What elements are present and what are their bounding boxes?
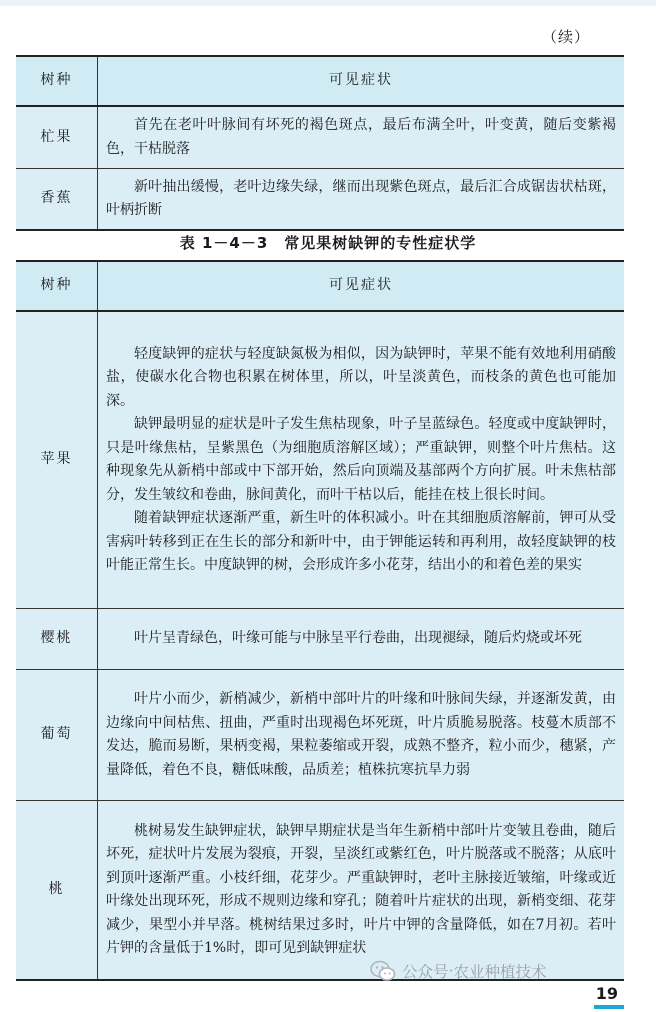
symptom-paragraph: 桃树易发生缺钾症状，缺钾早期症状是当年生新梢中部叶片变皱且卷曲，随后坏死，症状叶片发展为裂痕，开裂，呈淡红或紫红色，叶片脱落或不脱落；从底叶到顶叶逐渐严重。小枝纤细，花芽少。严重缺钾时，老叶主脉接近皱缩，叶缘或近叶缘处出现环死，形成不规则边缘和穿孔；随着叶片症状的出现，新梢变细、花芽减少，果型小并早落。桃树结果过多时，叶片中钾的含量降低，如在7月初。若叶片钾的含量低于1%时，即可见到缺钾症状 [106, 822, 616, 956]
watermark-label: 公众号 [402, 963, 449, 981]
symptom-cell [98, 801, 625, 981]
wechat-icon [370, 960, 396, 982]
species-cell: 香蕉 [16, 169, 98, 231]
symptom-paragraph: 首先在老叶叶脉间有坏死的褐色斑点，最后布满全叶，叶变黄，随后变紫褐色，干枯脱落 [106, 117, 616, 157]
header-species: 树种 [16, 56, 98, 106]
header-species: 树种 [16, 261, 98, 311]
header-symptoms: 可见症状 [98, 261, 625, 311]
symptom-paragraph: 新叶抽出缓慢，老叶边缘失绿，继而出现紫色斑点，最后汇合成锯齿状枯斑，叶柄折断 [106, 178, 616, 218]
species-cell: 杧果 [16, 106, 98, 169]
continued-label: （续） [541, 28, 590, 46]
table-row [16, 106, 624, 169]
page-top-strip [0, 0, 656, 6]
symptom-cell [98, 609, 625, 670]
table-continued [16, 55, 624, 231]
table-row [16, 801, 624, 981]
watermark-separator: · [448, 962, 454, 980]
species-cell: 葡萄 [16, 670, 98, 801]
table-header-row [16, 56, 624, 106]
page-number-bar [594, 1005, 624, 1009]
header-symptoms: 可见症状 [98, 56, 625, 106]
table-potassium-deficiency [16, 260, 624, 981]
table-row [16, 609, 624, 670]
table-row [16, 670, 624, 801]
symptom-paragraph: 缺钾最明显的症状是叶子发生焦枯现象，叶子呈蓝绿色。轻度或中度缺钾时，只是叶缘焦枯，呈紫黑色（为细胞质溶解区域）；严重缺钾，则整个叶片焦枯。这种现象先从新梢中部或中下部开始，然后向顶端及基部两个方向扩展。叶未焦枯部分，发生皱纹和卷曲，脉间黄化，而叶干枯以后，能挂在枝上很长时间。 [106, 416, 616, 503]
species-cell: 桃 [16, 801, 98, 981]
symptom-paragraph: 叶片呈青绿色，叶缘可能与中脉呈平行卷曲，出现褪绿，随后灼烧或坏死 [134, 630, 582, 647]
symptom-cell [98, 106, 625, 169]
symptom-paragraph: 轻度缺钾的症状与轻度缺氮极为相似，因为缺钾时，苹果不能有效地利用硝酸盐，使碳水化合物也积累在树体里，所以，叶呈淡黄色，而枝条的黄色也可能加深。 [106, 345, 616, 409]
symptom-cell [98, 169, 625, 231]
table-caption: 表 1－4－3 常见果树缺钾的专性症状学 [179, 234, 477, 252]
symptom-paragraph: 随着缺钾症状逐渐严重，新生叶的体积减小。叶在其细胞质溶解前，钾可从受害病叶转移到正在生长的部分和新叶中，由于钾能运转和再利用，故轻度缺钾的枝叶能正常生长。中度缺钾的树，会形成许多小花芽，结出小的和着色差的果实 [106, 510, 616, 573]
watermark-account: 农业种植技术 [453, 963, 547, 981]
species-cell: 苹果 [16, 311, 98, 609]
table-row [16, 311, 624, 609]
symptom-cell [98, 311, 625, 609]
table-header-row [16, 261, 624, 311]
symptom-cell [98, 670, 625, 801]
page-number: 19 [595, 984, 618, 1003]
table-row [16, 169, 624, 231]
watermark [370, 960, 546, 982]
species-cell: 樱桃 [16, 609, 98, 670]
symptom-paragraph: 叶片小而少，新梢减少，新梢中部叶片的叶缘和叶脉间失绿，并逐渐发黄，由边缘向中间枯焦、扭曲，严重时出现褐色坏死斑，叶片质脆易脱落。枝蔓木质部不发达，脆而易断，果柄变褐，果粒萎缩或开裂，成熟不整齐，粒小而少，穗紧，产量降低，着色不良，糖低味酸，品质差；植株抗寒抗旱力弱 [106, 691, 616, 778]
